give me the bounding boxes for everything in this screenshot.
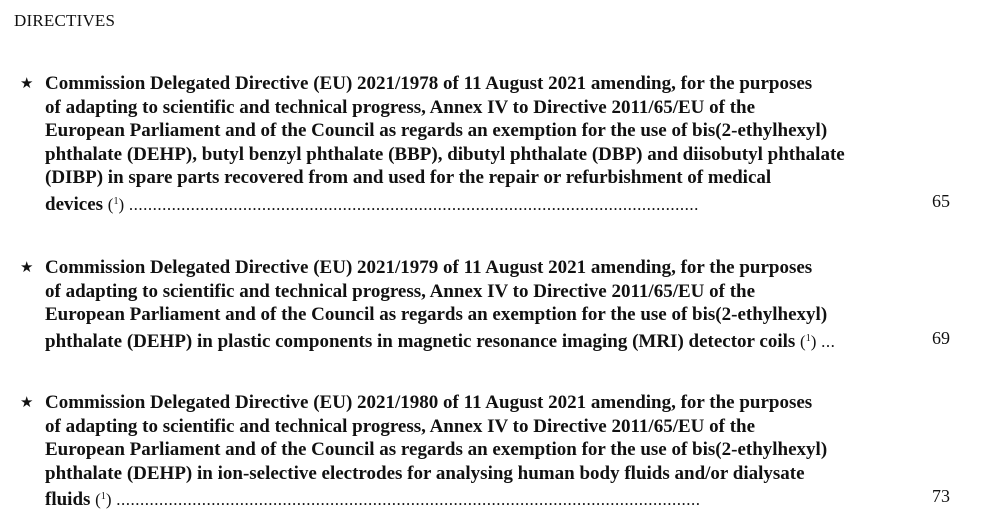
entry-title-line: European Parliament and of the Council as regards an exemption for the use of bis(2-ethylhexyl) bbox=[45, 304, 828, 325]
star-icon: ★ bbox=[20, 395, 34, 411]
dot-leader: ........................................................................................................................ bbox=[128, 194, 699, 214]
page-number[interactable]: 65 bbox=[932, 190, 950, 211]
entry-title[interactable] bbox=[45, 256, 908, 353]
entry-last-line bbox=[45, 485, 908, 512]
entry-title-line: phthalate (DEHP), butyl benzyl phthalate (BBP), dibutyl phthalate (DBP) and diisobutyl phthalate bbox=[45, 143, 845, 165]
entry-title-line: of adapting to scientific and technical progress, Annex IV to Directive 2011/65/EU of the bbox=[45, 96, 756, 118]
entry-title-line: European Parliament and of the Council as regards an exemption for the use of bis(2-ethylhexyl) bbox=[45, 120, 828, 141]
footnote-reference[interactable]: ($^1$) bbox=[107, 194, 125, 214]
dot-leader: ........................................................................................................................... bbox=[116, 490, 701, 509]
entry-title-line: European Parliament and of the Council as regards an exemption for the use of bis(2-ethylhexyl) bbox=[45, 439, 828, 460]
entry-title-line: Commission Delegated Directive (EU) 2021/1979 of 11 August 2021 amending, for the purposes bbox=[45, 257, 813, 278]
entry-title-line: Commission Delegated Directive (EU) 2021/1978 of 11 August 2021 amending, for the purposes bbox=[45, 73, 813, 94]
entry-title-line: devices bbox=[45, 193, 104, 215]
entry-title-line: fluids bbox=[45, 489, 91, 510]
entry-title-line: Commission Delegated Directive (EU) 2021/1980 of 11 August 2021 amending, for the purposes bbox=[45, 392, 813, 413]
star-icon: ★ bbox=[20, 76, 34, 92]
star-icon: ★ bbox=[20, 260, 34, 276]
page-number[interactable]: 73 bbox=[932, 486, 950, 506]
footnote-reference[interactable]: ($^1$) bbox=[800, 331, 817, 351]
entry-last-line bbox=[45, 190, 908, 217]
entry-title-line: phthalate (DEHP) in plastic components in magnetic resonance imaging (MRI) detector coils bbox=[45, 330, 796, 352]
entry-title-line: of adapting to scientific and technical progress, Annex IV to Directive 2011/65/EU of the bbox=[45, 415, 756, 437]
section-heading: DIRECTIVES bbox=[14, 11, 116, 30]
page-number[interactable]: 69 bbox=[932, 327, 950, 348]
entry-title[interactable] bbox=[45, 391, 908, 512]
entry-last-line bbox=[45, 327, 908, 354]
entry-title-line: of adapting to scientific and technical progress, Annex IV to Directive 2011/65/EU of the bbox=[45, 280, 756, 302]
entry-title-line: phthalate (DEHP) in ion-selective electrodes for analysing human body fluids and/or dialysate bbox=[45, 462, 805, 484]
entry-title-line: (DIBP) in spare parts recovered from and used for the repair or refurbishment of medical bbox=[45, 167, 772, 188]
entry-title[interactable] bbox=[45, 72, 908, 216]
dot-leader: ... bbox=[821, 331, 836, 351]
footnote-reference[interactable]: ($^1$) bbox=[95, 490, 112, 509]
